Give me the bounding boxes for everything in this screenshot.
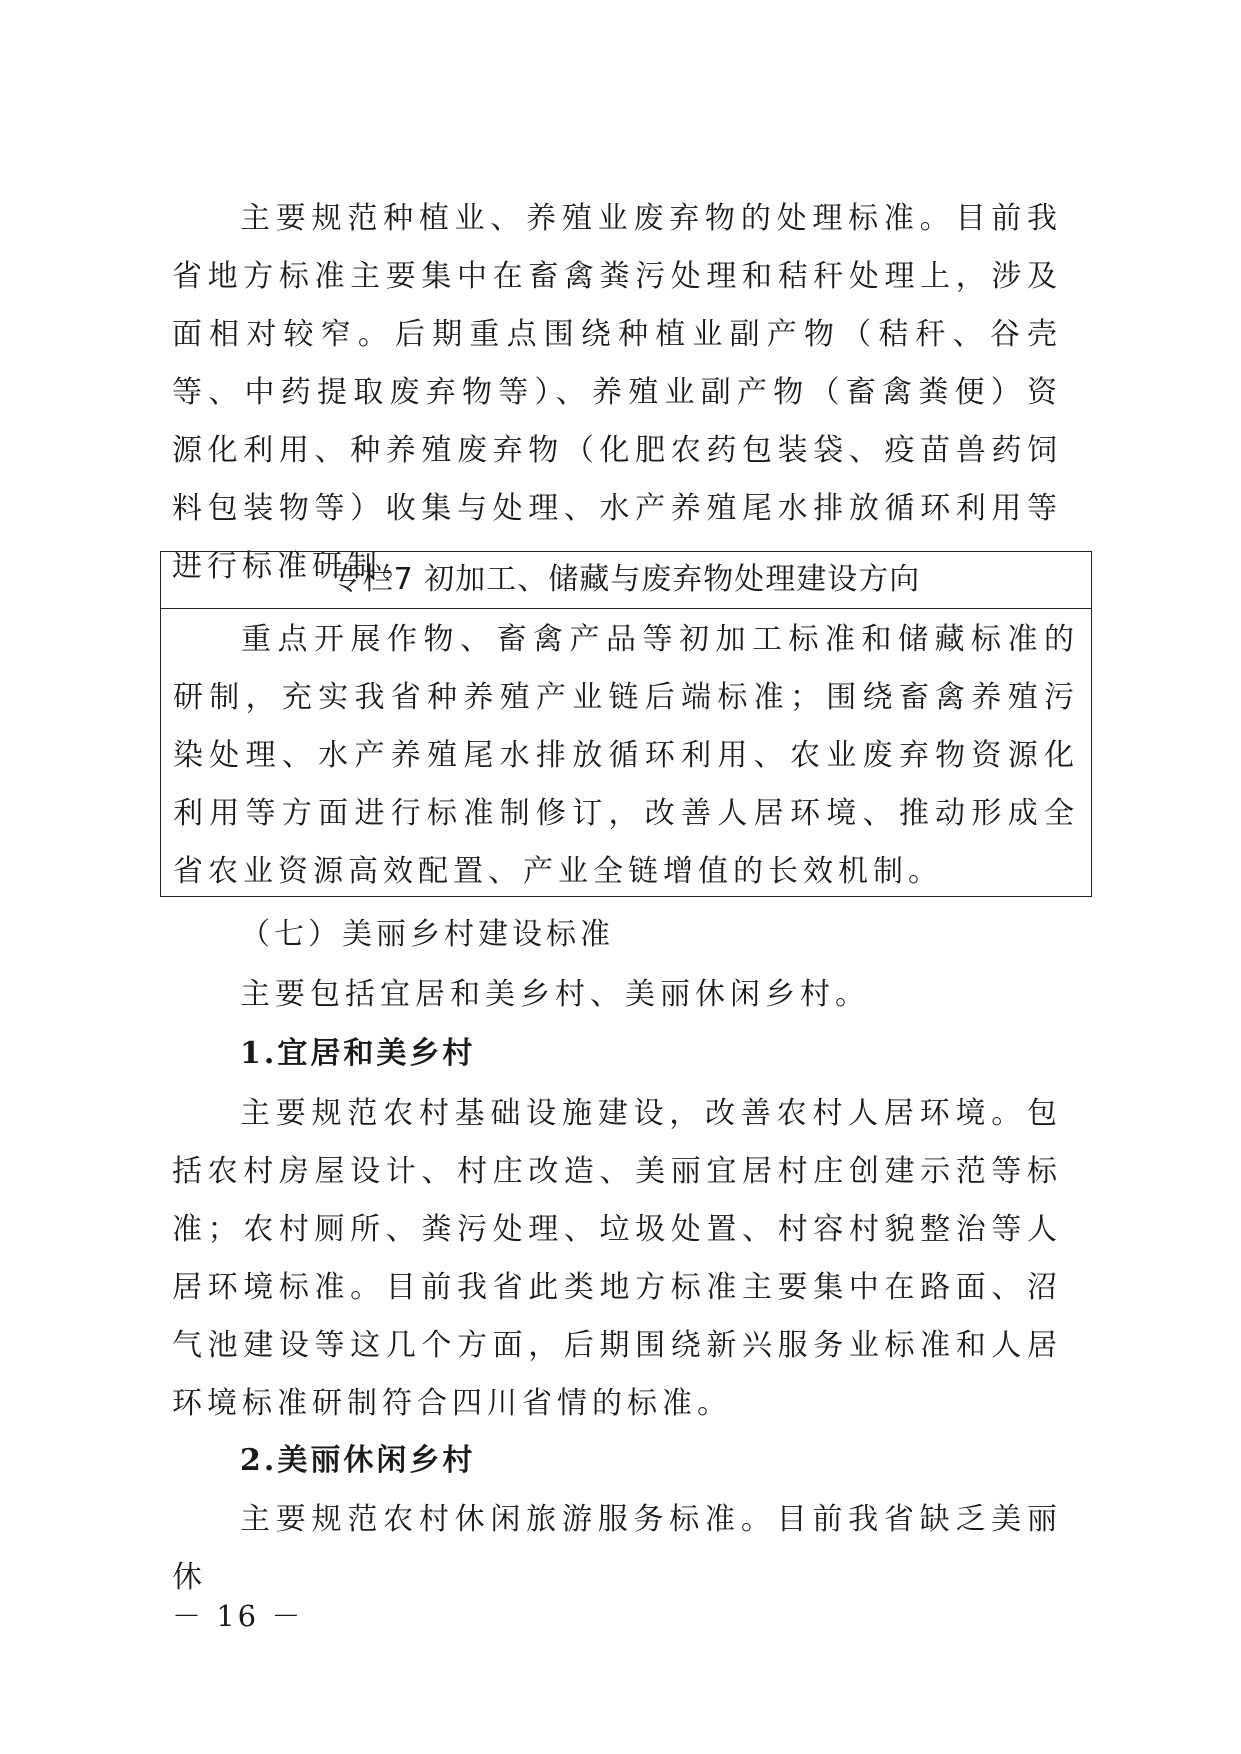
subheading-leisure-village: 2.美丽休闲乡村 [240, 1443, 476, 1478]
page-number: － 16 － [172, 1599, 304, 1633]
subheading-livable-village: 1.宜居和美乡村 [240, 1036, 476, 1071]
paragraph-waste-treatment [172, 190, 1062, 596]
paragraph-text: 主要规范农村基础设施建设，改善农村人居环境。包括农村房屋设计、村庄改造、美丽宜居村庄创建示范等标准；农村厕所、粪污处理、垃圾处置、村容村貌整治等人居环境标准。目前我省此类地方标准主要集中在路面、沼气池建设等这几个方面，后期围绕新兴服务业标准和人居环境标准研制符合四川省情的标准。 [172, 1096, 1062, 1421]
paragraph-text: 主要规范种植业、养殖业废弃物的处理标准。目前我省地方标准主要集中在畜禽粪污处理和秸秆处理上，涉及面相对较窄。后期重点围绕种植业副产物（秸秆、谷壳等、中药提取废弃物等）、养殖业副产物（畜禽粪便）资源化利用、种养殖废弃物（化肥农药包装袋、疫苗兽药饲料包装物等）收集与处理、水产养殖尾水排放循环利用等进行标准研制。 [172, 201, 1062, 584]
paragraph-beautiful-village-intro [172, 966, 1062, 1024]
paragraph-leisure-village [172, 1491, 1062, 1607]
paragraph-livable-village [172, 1085, 1062, 1433]
paragraph-text: 主要规范农村休闲旅游服务标准。目前我省缺乏美丽休 [172, 1502, 1062, 1595]
column-box-body [161, 609, 1091, 901]
column-box-7 [160, 551, 1092, 897]
column-box-text: 重点开展作物、畜禽产品等初加工标准和储藏标准的研制，充实我省种养殖产业链后端标准；围绕畜禽养殖污染处理、水产养殖尾水排放循环利用、农业废弃物资源化利用等方面进行标准制修订，改善人居环境、推动形成全省农业资源高效配置、产业全链增值的长效机制。 [173, 622, 1079, 889]
column-box-title: 专栏7 初加工、储藏与废弃物处理建设方向 [161, 552, 1091, 609]
section-heading-7: （七）美丽乡村建设标准 [240, 917, 614, 952]
paragraph-text: 主要包括宜居和美乡村、美丽休闲乡村。 [240, 977, 870, 1012]
